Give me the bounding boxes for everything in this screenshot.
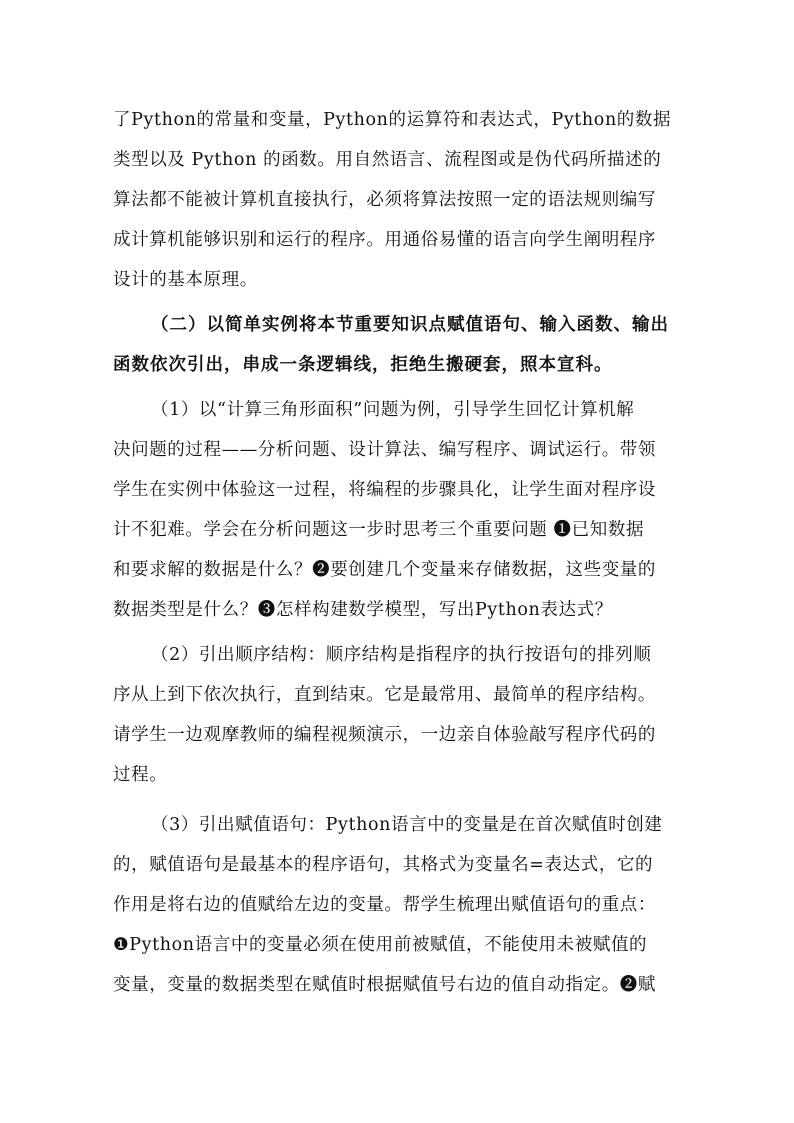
- paragraph-line: 了Python的常量和变量，Python的运算符和表达式，Python的数据: [113, 110, 672, 130]
- paragraph-line: 作用是将右边的值赋给左边的变量。帮学生梳理出赋值语句的重点：: [113, 895, 656, 915]
- paragraph-line: ❶Python语言中的变量必须在使用前被赋值，不能使用未被赋值的: [113, 935, 648, 955]
- paragraph-line: （3）引出赋值语句：Python语言中的变量是在首次赋值时创建: [151, 815, 663, 835]
- paragraph-line: 学生在实例中体验这一过程，将编程的步骤具化，让学生面对程序设: [113, 480, 656, 500]
- paragraph-line: （2）引出顺序结构：顺序结构是指程序的执行按语句的排列顺: [151, 645, 652, 665]
- paragraph-line: 设计的基本原理。: [113, 270, 258, 290]
- paragraph-line: 数据类型是什么？❸怎样构建数学模型，写出Python表达式？: [113, 600, 613, 620]
- paragraph-line: 计不犯难。学会在分析问题这一步时思考三个重要问题 ❶已知数据: [113, 520, 645, 540]
- section-heading-line: （二）以简单实例将本节重要知识点赋值语句、输入函数、输出: [151, 315, 669, 335]
- paragraph-line: 和要求解的数据是什么？❷要创建几个变量来存储数据，这些变量的: [113, 560, 656, 580]
- section-heading-line: 函数依次引出，串成一条逻辑线，拒绝生搬硬套，照本宣科。: [113, 355, 613, 375]
- paragraph-line: 算法都不能被计算机直接执行，必须将算法按照一定的语法规则编写: [113, 190, 656, 210]
- paragraph-line: 决问题的过程——分析问题、设计算法、编写程序、调试运行。带领: [113, 440, 656, 460]
- paragraph-line: （1）以“计算三角形面积”问题为例，引导学生回忆计算机解: [151, 400, 635, 420]
- paragraph-line: 变量，变量的数据类型在赋值时根据赋值号右边的值自动指定。❷赋: [113, 975, 656, 995]
- paragraph-line: 序从上到下依次执行，直到结束。它是最常用、最简单的程序结构。: [113, 685, 656, 705]
- paragraph-line: 的，赋值语句是最基本的程序语句，其格式为变量名=表达式，它的: [113, 855, 654, 875]
- paragraph-line: 过程。: [113, 765, 168, 785]
- paragraph-line: 成计算机能够识别和运行的程序。用通俗易懂的语言向学生阐明程序: [113, 230, 656, 250]
- paragraph-line: 类型以及 Python 的函数。用自然语言、流程图或是伪代码所描述的: [113, 150, 662, 170]
- paragraph-line: 请学生一边观摩教师的编程视频演示，一边亲自体验敲写程序代码的: [113, 725, 656, 745]
